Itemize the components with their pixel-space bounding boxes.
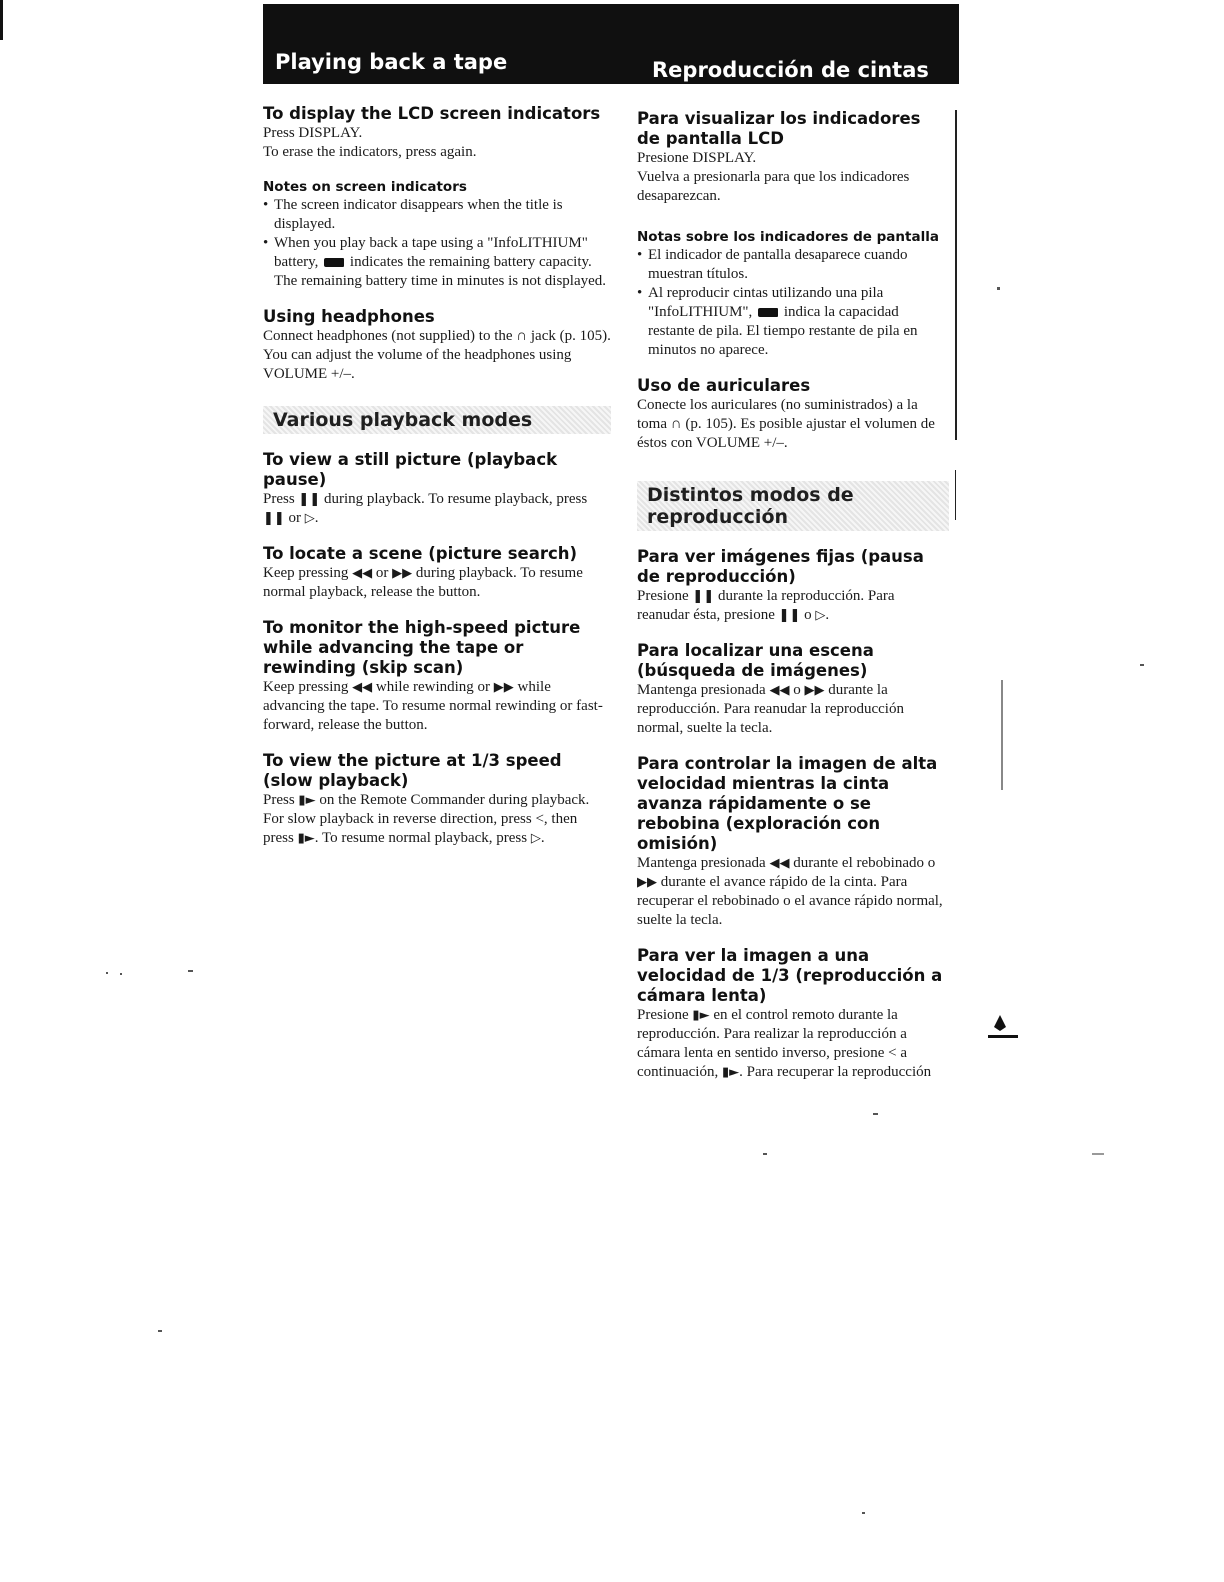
scan-speck xyxy=(188,970,193,972)
lcd-line: To erase the indicators, press again. xyxy=(263,144,477,160)
headphones-heading: Using headphones xyxy=(263,307,435,326)
slow-icon: ▮► xyxy=(692,1008,710,1023)
notes-list xyxy=(637,246,949,360)
lcd-line: Presione DISPLAY. xyxy=(637,150,757,166)
rewind-icon: ◀◀ xyxy=(352,680,373,695)
rewind-icon: ◀◀ xyxy=(769,683,790,698)
modes-heading: Various playback modes xyxy=(273,409,533,431)
scan-speck xyxy=(120,973,122,975)
scan-speck xyxy=(763,1153,767,1155)
fast-forward-icon: ▶▶ xyxy=(392,566,413,581)
search-text: Keep pressing ◀◀ or ▶▶ during playback. To resume normal playback, release the button. xyxy=(263,565,583,600)
lcd-line: Press DISPLAY. xyxy=(263,125,363,141)
still-heading: Para ver imágenes fijas (pausa de reproducción) xyxy=(637,547,924,586)
modes-heading: Distintos modos de reproducción xyxy=(647,484,854,528)
fast-forward-icon: ▶▶ xyxy=(804,683,825,698)
modes-heading-box xyxy=(637,481,949,531)
note-item: • The screen indicator disappears when the title is displayed. xyxy=(263,196,611,234)
scan-speck xyxy=(1140,664,1144,666)
reverse-icon: < xyxy=(535,811,544,827)
fast-forward-icon: ▶▶ xyxy=(637,875,657,890)
play-icon: ▷ xyxy=(815,608,826,623)
notes-list xyxy=(263,196,611,291)
pause-icon: ❚❚ xyxy=(298,492,321,507)
still-text: Presione ❚❚ durante la reproducción. Para reanudar ésta, presione ❚❚ o ▷. xyxy=(637,588,895,623)
english-column xyxy=(263,104,611,848)
corner-tab-icon xyxy=(988,1013,1018,1041)
reverse-icon: < xyxy=(888,1045,897,1061)
scan-speck xyxy=(106,972,108,974)
scan-speck xyxy=(158,1330,162,1332)
scan-speck xyxy=(1092,1153,1104,1155)
still-heading: To view a still picture (playback pause) xyxy=(263,450,558,489)
lcd-line: Vuelva a presionarla para que los indicadores desaparezcan. xyxy=(637,169,910,204)
play-icon: ▷ xyxy=(304,511,315,526)
pause-icon: ❚❚ xyxy=(692,589,715,604)
fast-forward-icon: ▶▶ xyxy=(493,680,514,695)
battery-icon xyxy=(324,258,344,267)
note-item: • Al reproducir cintas utilizando una pila "InfoLITHIUM", indica la capacidad restante de pila. El tiempo restante de pila en minutos no aparece. xyxy=(637,284,949,360)
play-icon: ▷ xyxy=(530,831,541,846)
scan-speck xyxy=(997,287,1000,290)
headphones-heading: Uso de auriculares xyxy=(637,376,811,395)
slow-icon: ▮► xyxy=(297,831,315,846)
rewind-icon: ◀◀ xyxy=(352,566,373,581)
page-title-en: Playing back a tape xyxy=(275,50,508,74)
scan-speck xyxy=(873,1113,878,1115)
search-heading: To locate a scene (picture search) xyxy=(263,544,578,563)
slow-icon: ▮► xyxy=(298,793,316,808)
slow-icon: ▮► xyxy=(721,1065,740,1080)
slow-heading: Para ver la imagen a una velocidad de 1/3 (reproducción a cámara lenta) xyxy=(637,946,943,1005)
headphones-text: Conecte los auriculares (no suministrados) a la toma ∩ (p. 105). Es posible ajustar el volumen de éstos con VOLUME +/–. xyxy=(637,397,935,451)
headphone-icon: ∩ xyxy=(670,416,682,432)
pause-icon: ❚❚ xyxy=(263,511,285,526)
skip-text: Keep pressing ◀◀ while rewinding or ▶▶ while advancing the tape. To resume normal rewinding or fast-forward, release the button. xyxy=(263,679,603,733)
skip-text: Mantenga presionada ◀◀ durante el rebobinado o ▶▶ durante el avance rápido de la cinta. Para recuperar el rebobinado o el avance rápido normal, suelte la tecla. xyxy=(637,855,943,928)
lcd-heading: To display the LCD screen indicators xyxy=(263,104,601,123)
slow-text: Presione ▮► en el control remoto durante la reproducción. Para realizar la reproducción a cámara lenta en sentido inverso, presione < a continuación, ▮►. Para recuperar la reproducción xyxy=(637,1007,932,1080)
headphone-icon: ∩ xyxy=(516,328,528,344)
scan-edge-line xyxy=(955,470,956,520)
notes-heading: Notes on screen indicators xyxy=(263,179,467,195)
note-item: • El indicador de pantalla desaparece cuando muestran títulos. xyxy=(637,246,949,284)
skip-heading: To monitor the high-speed picture while advancing the tape or rewinding (skip scan) xyxy=(263,618,581,677)
spanish-column xyxy=(637,109,949,1082)
skip-heading: Para controlar la imagen de alta velocidad mientras la cinta avanza rápidamente o se rebobina (exploración con omisión) xyxy=(637,754,938,853)
notes-heading: Notas sobre los indicadores de pantalla xyxy=(637,229,939,245)
still-text: Press ❚❚ during playback. To resume playback, press ❚❚ or ▷. xyxy=(263,491,588,526)
slow-text: Press ▮► on the Remote Commander during playback. For slow playback in reverse direction, press <, then press ▮►. To resume normal playback, press ▷. xyxy=(263,792,590,846)
pause-icon: ❚❚ xyxy=(778,608,801,623)
battery-icon xyxy=(758,308,778,317)
slow-heading: To view the picture at 1/3 speed (slow playback) xyxy=(263,751,562,790)
page-title-es: Reproducción de cintas xyxy=(652,58,929,82)
rewind-icon: ◀◀ xyxy=(769,856,790,871)
search-heading: Para localizar una escena (búsqueda de imágenes) xyxy=(637,641,874,680)
scan-edge-line xyxy=(955,110,957,440)
note-item: • When you play back a tape using a "InfoLITHIUM" battery, indicates the remaining battery capacity. The remaining battery time in minutes is not displayed. xyxy=(263,234,611,291)
lcd-heading: Para visualizar los indicadores de pantalla LCD xyxy=(637,109,921,148)
search-text: Mantenga presionada ◀◀ o ▶▶ durante la reproducción. Para reanudar la reproducción normal, suelte la tecla. xyxy=(637,682,904,736)
headphones-text: Connect headphones (not supplied) to the ∩ jack (p. 105). You can adjust the volume of the headphones using VOLUME +/–. xyxy=(263,328,611,382)
modes-heading-box xyxy=(263,406,611,434)
scan-speck xyxy=(862,1512,865,1514)
scan-edge-mark xyxy=(0,0,3,40)
scan-speck xyxy=(1001,680,1003,790)
